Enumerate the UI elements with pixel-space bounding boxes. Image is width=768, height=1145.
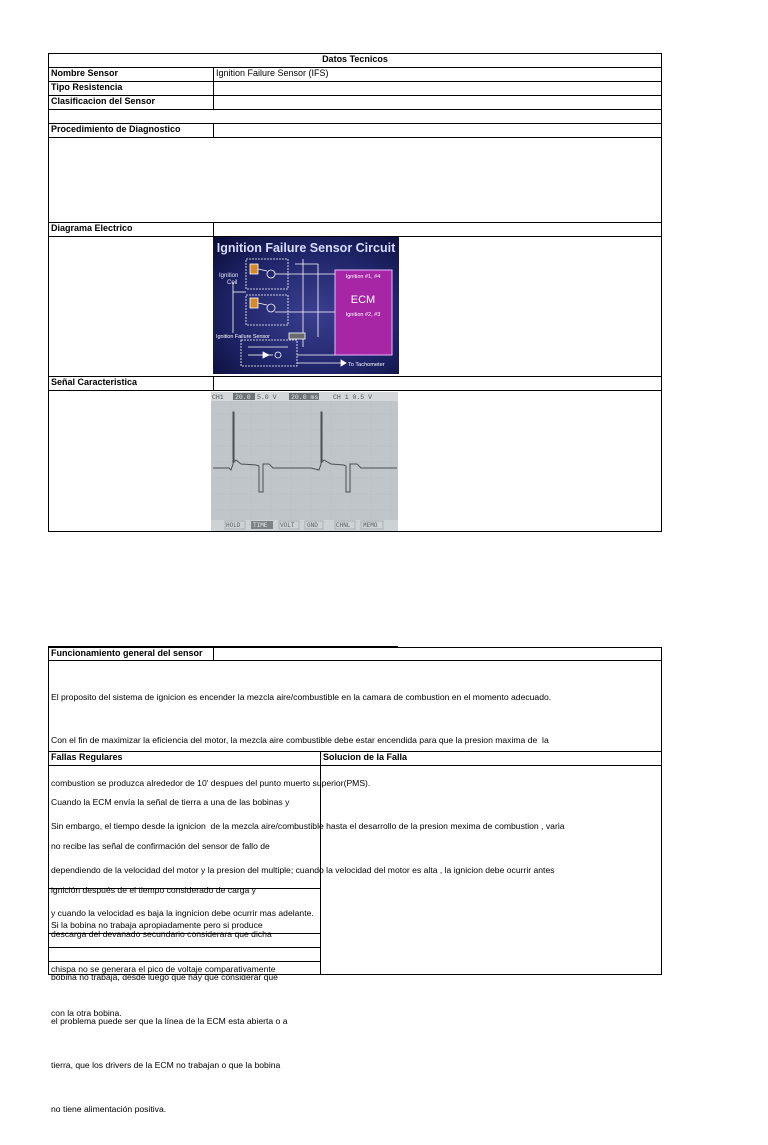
funcionamiento-line: dependiendo de la velocidad del motor y la presion del multiple; cuando la velocidad del motor es alta , la ignicion debe ocurrir antes	[51, 864, 555, 875]
falla-1-line: el problema puede ser que la línea de la ECM esta abierta o a	[51, 1016, 288, 1027]
nombre-sensor-value: Ignition Failure Sensor (IFS)	[216, 68, 329, 78]
osc-time-button: TIME	[253, 522, 268, 529]
falla-1-line: tierra, que los drivers de la ECM no trabajan o que la bobina	[51, 1059, 281, 1070]
funcionamiento-line: Sin embargo, el tiempo desde la ignicion de la mezcla aire/combustible hasta el desarrollo de la presion mexima de combustion , varia	[51, 821, 565, 832]
oscilloscope-svg	[211, 392, 398, 531]
ifs-label: Ignition Failure Sensor	[216, 334, 270, 340]
ignition-14-label: Ignition #1, #4	[345, 274, 381, 280]
circuit-title: Ignition Failure Sensor Circuit	[216, 241, 396, 255]
funcionamiento-label: Funcionamiento general del sensor	[51, 648, 203, 658]
falla-1-line: no recibe las señal de confirmación del sensor de fallo de	[51, 840, 270, 851]
falla-2-text	[51, 889, 276, 1050]
osc-chnl-button: CHNL	[336, 522, 351, 529]
fallas-regulares-label: Fallas Regulares	[51, 752, 123, 762]
circuit-diagram-svg	[213, 237, 399, 374]
falla-1-line: ignición después de el tiempo considerado de carga y	[51, 884, 256, 895]
osc-header-ch: CH1	[212, 394, 224, 401]
ecm-label: ECM	[350, 294, 376, 306]
circuit-diagram	[213, 237, 399, 374]
falla-2-line: Si la bobina no trabaja apropiadamente pero si produce	[51, 920, 263, 931]
funcionamiento-line: combustion se produzca alrededor de 10' despues del punto muerto superior(PMS).	[51, 778, 371, 789]
funcionamiento-line: y cuando la velocidad es baja la ingnicion debe ocurrir mas adelante.	[51, 907, 314, 918]
falla-1-line: Cuando la ECM envía la señal de tierra a una de las bobinas y	[51, 797, 290, 808]
falla-2-line: con la otra bobina.	[51, 1007, 122, 1018]
clasificacion-label: Clasificacion del Sensor	[51, 96, 156, 106]
funcionamiento-line: El proposito del sistema de ignicion es encender la mezcla aire/combustible en la camara de combustion en el momento adecuado.	[51, 691, 552, 702]
diagrama-label: Diagrama Electrico	[51, 223, 133, 233]
tipo-resistencia-label: Tipo Resistencia	[51, 82, 123, 92]
falla-2-line: chispa no se generara el pico de voltaje comparativamente	[51, 963, 276, 974]
falla-1-line: descarga del devanado secundario considerara que dicha	[51, 928, 272, 939]
oscilloscope-screen	[211, 392, 398, 531]
osc-volt-button: VOLT	[280, 522, 295, 529]
tachometer-label: To Tachometer	[348, 362, 385, 368]
osc-header-scale: 5.0 V	[257, 394, 277, 401]
ignition-coil-line2: Coil	[227, 280, 238, 286]
falla-1-line: no tiene alimentación positiva.	[51, 1103, 167, 1114]
table-title: Datos Tecnicos	[322, 54, 388, 64]
procedimiento-label: Procedimiento de Diagnostico	[51, 124, 181, 134]
osc-header-time: 20.0 ms	[291, 394, 319, 401]
ignition-coil-line1: Ignition	[219, 273, 239, 279]
funcionamiento-line: Con el fin de maximizar la eficiencia del motor, la mezcla aire combustible debe estar encendida para que la presion maxima de la	[51, 735, 549, 746]
osc-header-trigger: CH 1 0.5 V	[333, 394, 373, 401]
osc-gnd-button: GND	[307, 522, 318, 529]
osc-header-volts: 20.0	[235, 394, 251, 401]
nombre-sensor-label: Nombre Sensor	[51, 68, 119, 78]
ignition-23-label: Ignition #2, #3	[345, 312, 381, 318]
osc-hold-button: HOLD	[226, 522, 241, 529]
falla-1-line: bobina no trabaja, desde luego que hay que considerar que	[51, 972, 278, 983]
solucion-falla-label: Solucion de la Falla	[323, 752, 408, 762]
osc-memo-button: MEMO	[363, 522, 378, 529]
senal-label: Señal Caracteristica	[51, 377, 138, 387]
